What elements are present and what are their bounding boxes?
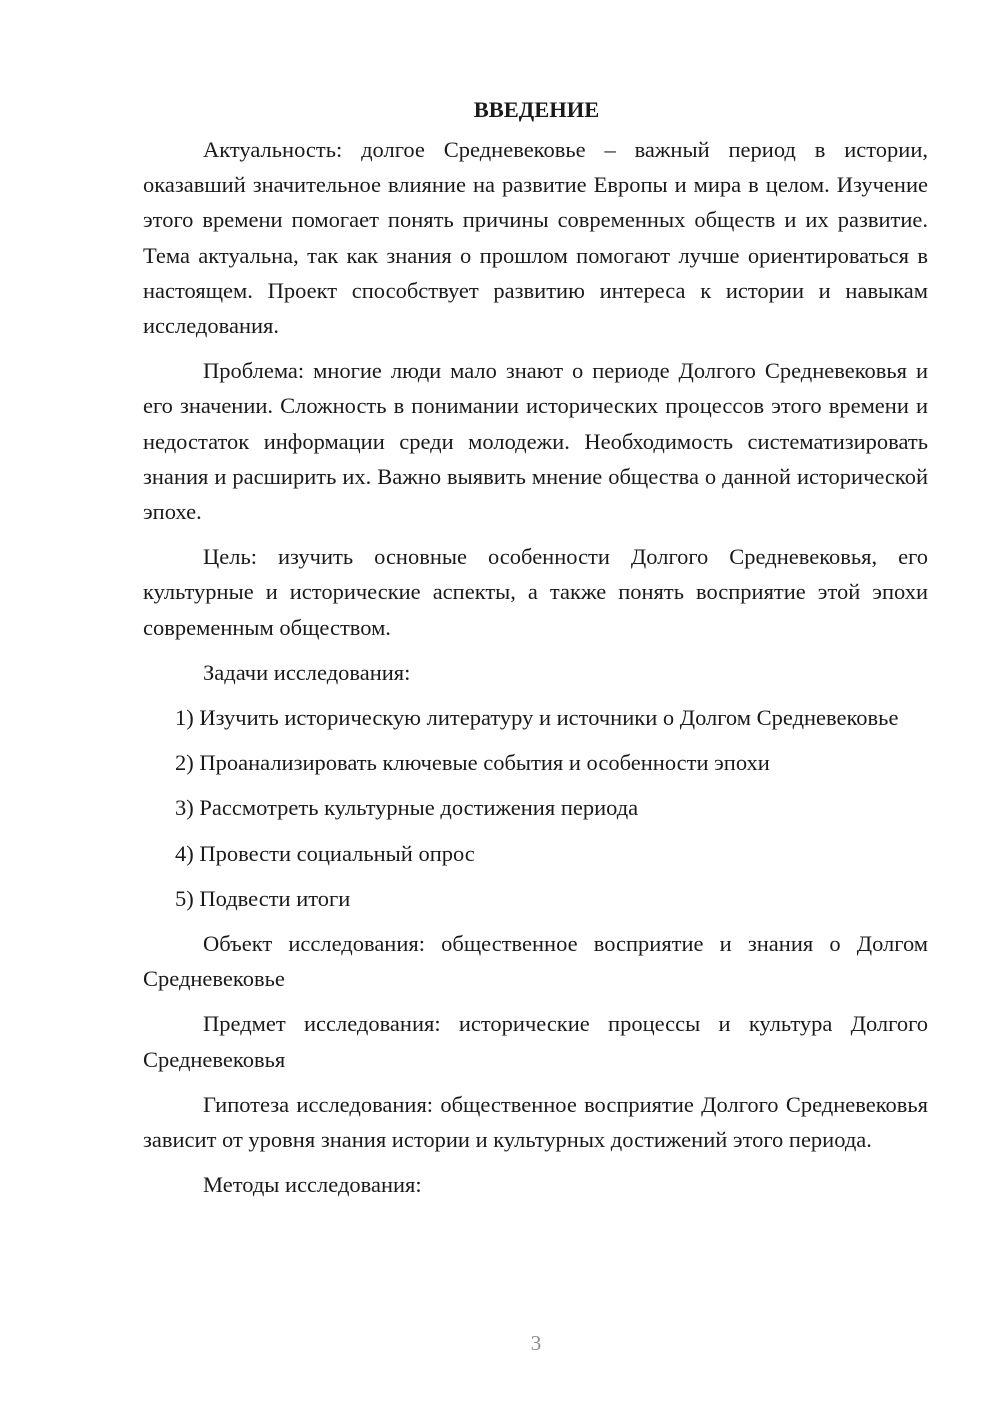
tasks-title: Задачи исследования: [203, 659, 411, 685]
task-item-1: 1) Изучить историческую литературу и источники о Долгом Средневековье [175, 705, 899, 731]
task-item-2: 2) Проанализировать ключевые события и особенности эпохи [175, 750, 770, 776]
page-number: 3 [530, 1331, 542, 1355]
task-item-5: 5) Подвести итоги [175, 885, 351, 911]
document-page [143, 92, 928, 1212]
subject-paragraph: Предмет исследования: исторические процессы и культура Долгого Средневековья [143, 1011, 928, 1072]
goal-paragraph: Цель: изучить основные особенности Долгого Средневековья, его культурные и исторические аспекты, а также понять восприятие этой эпохи современным обществом. [143, 544, 928, 640]
task-item-3: 3) Рассмотреть культурные достижения периода [175, 795, 639, 821]
task-item-4: 4) Провести социальный опрос [175, 840, 475, 866]
methods-title: Методы исследования: [203, 1172, 422, 1198]
relevance-paragraph: Актуальность: долгое Средневековье – важный период в истории, оказавший значительное влияние на развитие Европы и мира в целом. Изучение этого времени помогает понять причины современных обществ и их развитие. Тема актуальна, так как знания о прошлом помогают лучше ориентироваться в настоящем. Проект способствует развитию интереса к истории и навыкам исследования. [143, 137, 928, 339]
object-paragraph: Объект исследования: общественное восприятие и знания о Долгом Средневековье [143, 931, 928, 992]
problem-paragraph: Проблема: многие люди мало знают о периоде Долгого Средневековья и его значении. Сложность в понимании исторических процессов этого времени и недостаток информации среди молодежи. Необходимость систематизировать знания и расширить их. Важно выявить мнение общества о данной исторической эпохе. [143, 358, 928, 525]
hypothesis-paragraph: Гипотеза исследования: общественное восприятие Долгого Средневековья зависит от уровня знания истории и культурных достижений этого периода. [143, 1091, 928, 1153]
section-heading: ВВЕДЕНИЕ [473, 97, 600, 122]
